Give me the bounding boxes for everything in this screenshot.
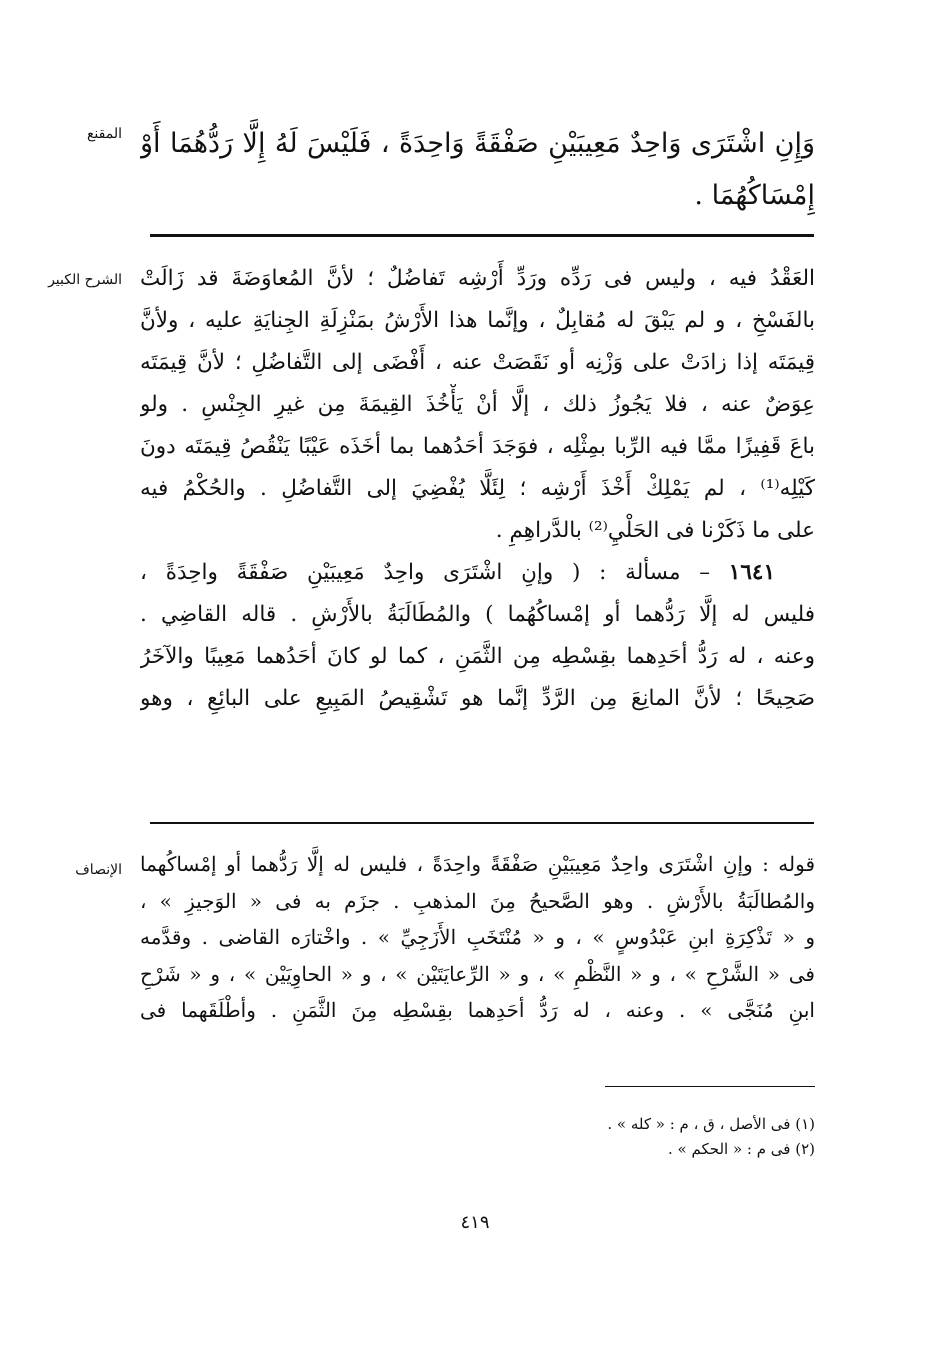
- insaf-line: قوله : وإنِ اشْتَرَى واحِدٌ مَعِيبَيْنِ صَفْقَةً واحِدَةً ، فليس له إلَّا رَدُّهما أو إمْساكُهما: [140, 852, 815, 876]
- sharh-line: العَقْدُ فيه ، وليس فى رَدِّه ورَدِّ أَرْشِه تَفاضُلٌ ؛ لأنَّ المُعاوَضَةَ قد زَالَتْ: [140, 266, 815, 291]
- sharh-line: عِوَضٌ عنه ، فلا يَجُوزُ ذلك ، إلَّا أنْ يَأْخُذَ القِيمَةَ مِن غيرِ الجِنْسِ . ولو: [140, 392, 815, 417]
- source-label-sharh-kabir: الشرح الكبير: [48, 272, 122, 288]
- sharh-block: [140, 258, 815, 720]
- footnote-divider: [605, 1086, 815, 1087]
- matn-block: [140, 118, 815, 222]
- section-divider: [150, 822, 814, 824]
- footnote: (١) فى الأصل ، ق ، م : « كله » .: [607, 1115, 815, 1133]
- footnotes: [400, 1112, 815, 1162]
- source-label-muqni: المقنع: [86, 126, 122, 142]
- mas-ala-heading-line: [140, 552, 815, 594]
- sharh-line: كَيْلِه⁽¹⁾ ، لم يَمْلِكْ أَخْذَ أَرْشِه ؛ لِئَلَّا يُفْضِيَ إلى التَّفاضُلِ . والحُكْمُ فيه: [140, 476, 815, 501]
- sharh-line: باعَ قَفِيزًا ممَّا فيه الرِّبا بمِثْلِه ، فوَجَدَ أحَدُهما بما أخَذَه عَيْبًا يَنْقُصُ قِيمَتَه دونَ: [140, 434, 815, 459]
- mas-ala-number: ١٦٤١: [728, 560, 775, 585]
- insaf-line: والمُطالَبَةُ بالأَرْشِ . وهو الصَّحيحُ مِنَ المذهبِ . جزَم به فى « الوَجيزِ » ،: [140, 888, 815, 913]
- insaf-line: ابنِ مُنَجَّى » . وعنه ، له رَدُّ أحَدِهما بقِسْطِه مِنَ الثَّمَنِ . وأطْلَقَهما فى: [140, 998, 815, 1022]
- source-label-insaf: الإنصاف: [75, 862, 122, 878]
- matn-line: وَإِنِ اشْتَرَى وَاحِدٌ مَعِيبَيْنِ صَفْقَةً وَاحِدَةً ، فَلَيْسَ لَهُ إِلَّا رَدُّهُمَا أَوْ: [140, 128, 815, 159]
- mas-ala-text: – مسألة : ( وإنِ اشْتَرَى واحِدٌ مَعِيبَيْنِ صَفْقَةً واحِدَةً ،: [140, 560, 729, 585]
- page-number: ٤١٩: [460, 1212, 490, 1233]
- matn-line: إِمْسَاكُهُمَا .: [694, 180, 815, 211]
- insaf-line: و « تَذْكِرَةِ ابنِ عَبْدُوسٍ » ، و « مُنْتَخَبِ الأَزَجِيِّ » . واخْتارَه القاضى . وقدَّمه: [140, 925, 815, 949]
- sharh-line: بالفَسْخِ ، و لم يَبْقَ له مُقابِلٌ ، وإنَّما هذا الأَرْشُ بمَنْزِلَةِ الجِنايَةِ عليه ، ولأنَّ: [140, 308, 815, 333]
- sharh-line: قِيمَتَه إذا زادَتْ على وَزْنِه أو نَقَصَتْ عنه ، أَفْضَى إلى التَّفاضُلِ ؛ لأنَّ قِيمَتَه: [140, 350, 815, 375]
- sharh-line: على ما ذَكَرْنا فى الحَلْيِ⁽²⁾ بالدَّراهِمِ .: [495, 518, 815, 543]
- sharh-line: فليس له إلَّا رَدُّهما أو إمْساكُهُما ) والمُطَالَبَةُ بالأَرْشِ . قاله القاضِي .: [140, 602, 815, 627]
- sharh-line: وعنه ، له رَدُّ أحَدِهما بقِسْطِه مِن الثَّمَنِ ، كما لو كانَ أحَدُهما مَعِيبًا والآخَرُ: [140, 644, 815, 669]
- sharh-line: صَحِيحًا ؛ لأنَّ المانِعَ مِن الرَّدِّ إنَّما هو تَشْقِيصُ المَبِيعِ على البائِعِ ، وهو: [140, 686, 815, 711]
- footnote: (٢) فى م : « الحكم » .: [668, 1140, 815, 1158]
- insaf-block: [140, 846, 815, 1029]
- insaf-line: فى « الشَّرْحِ » ، و « النَّظْمِ » ، و « الرِّعايَتَيْن » ، و « الحاوِيَيْن » ، و « شَرْحِ: [140, 961, 815, 986]
- section-divider: [150, 234, 814, 237]
